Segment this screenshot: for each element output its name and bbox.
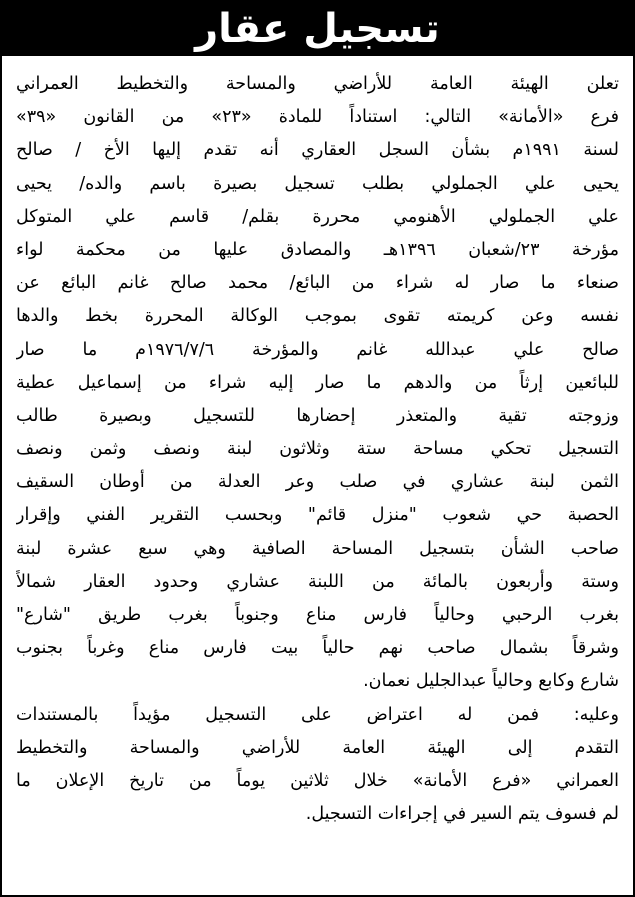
body-line: مؤرخة ٢٣/شعبان ١٣٩٦هـ والمصادق عليها من محكمة لواء [16,239,619,260]
body-line: وعليه: فمن له اعتراض على التسجيل مؤيداً بالمستندات [16,704,619,725]
notice-body [16,68,619,831]
body-line: العمراني «فرع الأمانة» خلال ثلاثين يوماً من تاريخ الإعلان ما [16,770,619,791]
body-line: التسجيل تحكي مساحة ستة وثلاثون لبنة ونصف وثمن ونصف [16,439,619,460]
body-line: صالح علي عبدالله غانم والمؤرخة ١٩٧٦/٧/٦م ما صار [16,339,619,360]
body-line: لسنة ١٩٩١م بشأن السجل العقاري أنه تقدم إليها الأخ / صالح [16,140,619,161]
body-line: وشرقاً بشمال صاحب نهم حالياً بيت فارس مناع وغرباً بجنوب [16,638,619,659]
body-line: وستة وأربعون بالمائة من اللبنة عشاري وحدود العقار شمالاً [16,571,619,592]
body-line: يحيى علي الجملولي بطلب تسجيل بصيرة باسم والده/ يحيى [16,173,619,194]
body-line: لم فسوف يتم السير في إجراءات التسجيل. [305,804,619,825]
notice-title: تسجيل عقار [195,6,440,52]
body-line: تعلن الهيئة العامة للأراضي والمساحة والتخطيط العمراني [16,74,619,94]
body-line: صنعاء ما صار له شراء من البائع/ محمد صالح غانم البائع عن [16,273,619,294]
body-line: التقدم إلى الهيئة العامة للأراضي والمساحة والتخطيط [16,737,619,758]
body-line: الحصبة حي شعوب "منزل قائم" وبحسب التقرير الفني وإقرار [16,505,619,526]
body-line: علي الجملولي الأهنومي محررة بقلم/ قاسم علي المتوكل [16,206,619,227]
body-line: بغرب الرحبي وحالياً فارس مناع وجنوباً بغرب طريق "شارع" [16,605,619,625]
body-line: الثمن لبنة عشاري في صلب وعر العدلة من أوطان السقيف [16,472,619,493]
body-line: صاحب الشأن بتسجيل المساحة الصافية وهي سبع عشرة لبنة [16,538,619,559]
body-line: وزوجته تقية والمتعذر إحضارها للتسجيل وبصيرة طالب [16,405,619,426]
body-line: شارع وكابع وحالياً عبدالجليل نعمان. [363,671,619,692]
header-bar [2,2,633,56]
body-line: نفسه وعن كريمته تقوى بموجب الوكالة المحررة بخط والدها [16,306,619,327]
body-line: فرع «الأمانة» التالي: استناداً للمادة «٢٣» من القانون «٣٩» [16,107,619,128]
body-line: للبائعين إرثاً من والدهم ما صار إليه شراء من إسماعيل عطية [16,372,619,393]
